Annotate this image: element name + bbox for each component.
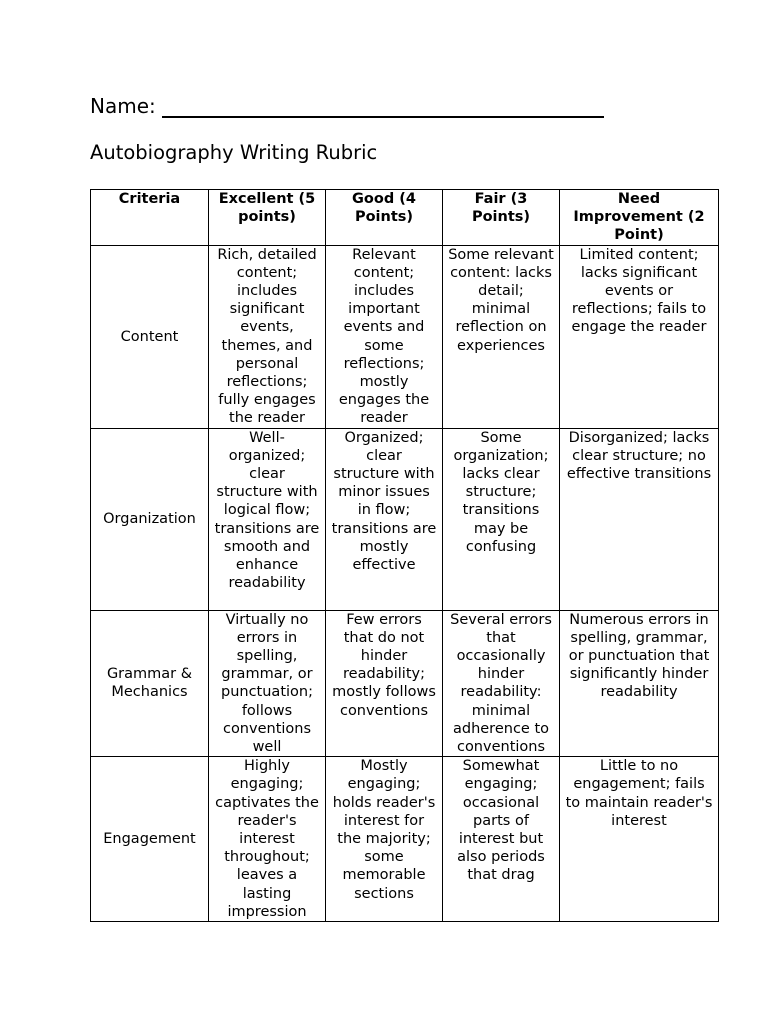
need-improvement-cell: Disorganized; lacks clear structure; no effective transitions: [560, 428, 719, 610]
fair-cell: Somewhat engaging; occasional parts of interest but also periods that drag: [443, 757, 560, 922]
good-cell: Few errors that do not hinder readability; mostly follows conventions: [326, 610, 443, 757]
excellent-cell: Well-organized; clear structure with logical flow; transitions are smooth and enhance readability: [209, 428, 326, 610]
criteria-cell: Grammar & Mechanics: [91, 610, 209, 757]
excellent-cell: Rich, detailed content; includes significant events, themes, and personal reflections; fully engages the reader: [209, 245, 326, 428]
criteria-cell: Content: [91, 245, 209, 428]
excellent-cell: Highly engaging; captivates the reader's interest throughout; leaves a lasting impression: [209, 757, 326, 922]
header-need-improvement: Need Improvement (2 Point): [560, 190, 719, 246]
header-good: Good (4 Points): [326, 190, 443, 246]
rubric-table: [90, 189, 719, 922]
good-cell: Organized; clear structure with minor issues in flow; transitions are mostly effective: [326, 428, 443, 610]
table-row: [91, 757, 719, 922]
table-row: [91, 610, 719, 757]
name-write-line: [162, 94, 604, 118]
table-row: [91, 245, 719, 428]
need-improvement-cell: Little to no engagement; fails to maintain reader's interest: [560, 757, 719, 922]
good-cell: Mostly engaging; holds reader's interest for the majority; some memorable sections: [326, 757, 443, 922]
header-criteria: Criteria: [91, 190, 209, 246]
name-label: Name:: [90, 94, 156, 118]
name-row: [90, 92, 610, 118]
header-excellent: Excellent (5 points): [209, 190, 326, 246]
need-improvement-cell: Numerous errors in spelling, grammar, or punctuation that significantly hinder readability: [560, 610, 719, 757]
good-cell: Relevant content; includes important events and some reflections; mostly engages the reader: [326, 245, 443, 428]
need-improvement-cell: Limited content; lacks significant events or reflections; fails to engage the reader: [560, 245, 719, 428]
fair-cell: Some organization; lacks clear structure; transitions may be confusing: [443, 428, 560, 610]
header-fair: Fair (3 Points): [443, 190, 560, 246]
criteria-cell: Organization: [91, 428, 209, 610]
excellent-cell: Virtually no errors in spelling, grammar, or punctuation; follows conventions well: [209, 610, 326, 757]
page-title: Autobiography Writing Rubric: [90, 141, 378, 164]
table-header-row: [91, 190, 719, 246]
fair-cell: Some relevant content: lacks detail; minimal reflection on experiences: [443, 245, 560, 428]
criteria-cell: Engagement: [91, 757, 209, 922]
fair-cell: Several errors that occasionally hinder readability: minimal adherence to conventions: [443, 610, 560, 757]
table-row: [91, 428, 719, 610]
